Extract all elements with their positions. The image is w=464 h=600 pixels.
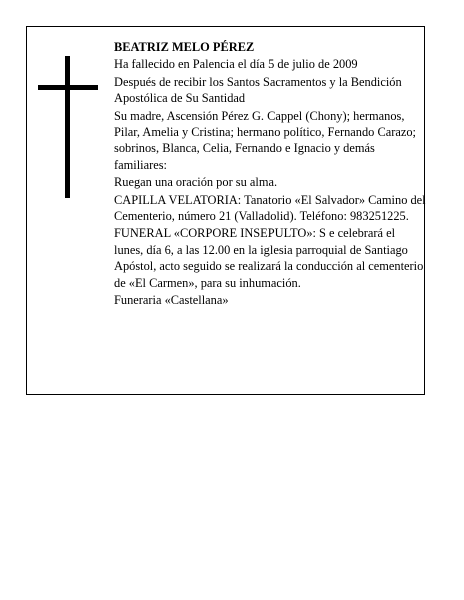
wake-details: CAPILLA VELATORIA: Tanatorio «El Salvador» Camino del Cementerio, número 21 (Valladolid). Teléfono: 983251225. [114,192,426,224]
family-list: Su madre, Ascensión Pérez G. Cappel (Chony); hermanos, Pilar, Amelia y Cristina; hermano político, Fernando Carazo; sobrinos, Blanca, Celia, Fernando e Ignacio y demás familiares: [114,108,416,172]
funeral-details: FUNERAL «CORPORE INSEPULTO»: S e celebrará el lunes, día 6, a las 12.00 en la iglesia parroquial de Santiago Apóstol, acto seguido se realizará la conducción al cementerio de «El Carmen», para su inhumación. [114,226,424,290]
death-notice: Ha fallecido en Palencia el día 5 de julio de 2009 [114,57,358,72]
funeral-home: Funeraria «Castellana» [114,293,229,308]
cross-vertical-bar [65,56,70,198]
sacraments-text: Después de recibir los Santos Sacramentos y la Bendición Apostólica de Su Santidad [114,74,402,106]
obituary-text [114,39,426,310]
prayer-request: Ruegan una oración por su alma. [114,175,278,190]
cross-horizontal-bar [38,85,98,90]
obituary-notice [26,26,425,395]
deceased-name: BEATRIZ MELO PÉREZ [114,40,255,54]
